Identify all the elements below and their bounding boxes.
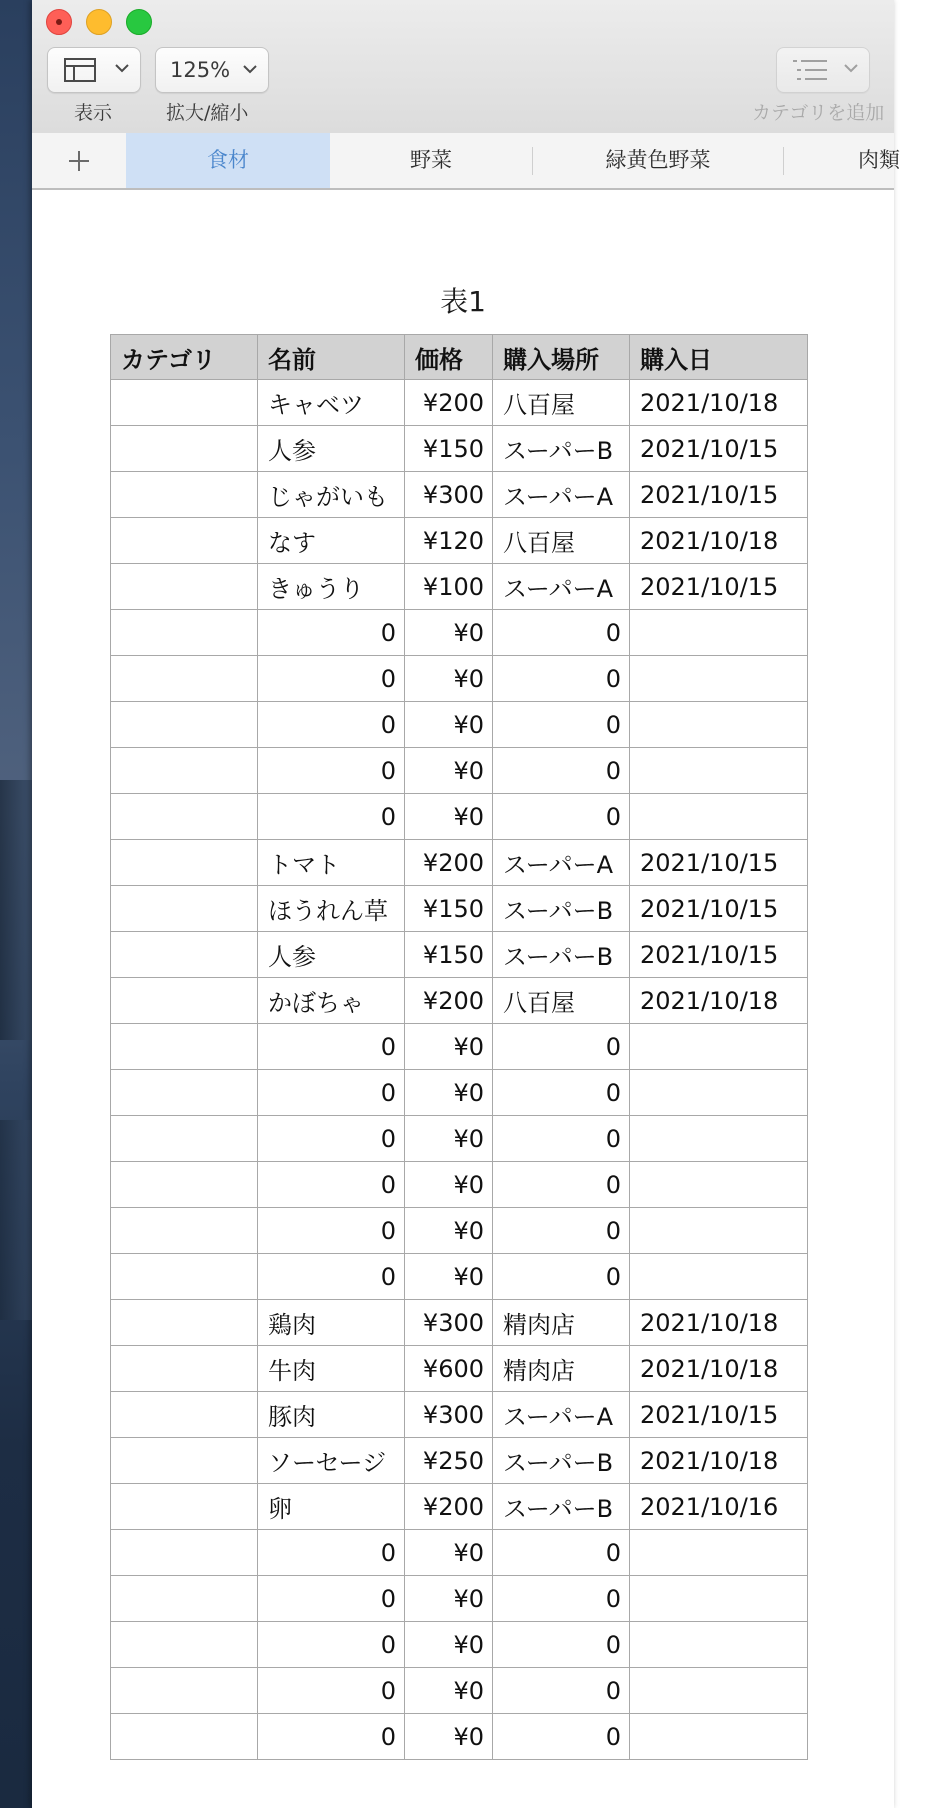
cell-date[interactable] [630, 1254, 808, 1300]
cell-date[interactable] [630, 656, 808, 702]
cell-date[interactable] [630, 1530, 808, 1576]
table-row [111, 1484, 808, 1530]
cell-price[interactable]: ¥300 [405, 472, 493, 518]
cell-name[interactable]: 卵 [258, 1484, 405, 1530]
cell-category[interactable] [111, 1070, 258, 1116]
cell-name[interactable]: 0 [258, 1208, 405, 1254]
table-row [111, 380, 808, 426]
minimize-window-button[interactable] [86, 9, 112, 35]
cell-store[interactable]: 八百屋 [493, 978, 630, 1024]
cell-date[interactable] [630, 1714, 808, 1760]
cell-store[interactable]: 0 [493, 748, 630, 794]
table-row [111, 1070, 808, 1116]
cell-price[interactable]: ¥0 [405, 1070, 493, 1116]
desktop-background [0, 0, 34, 1808]
column-header-category[interactable]: カテゴリ [111, 335, 258, 380]
table-row [111, 426, 808, 472]
cell-price[interactable]: ¥200 [405, 1484, 493, 1530]
view-button[interactable] [47, 47, 141, 93]
cell-store[interactable]: スーパーB [493, 932, 630, 978]
cell-date[interactable]: 2021/10/15 [630, 564, 808, 610]
zoom-label: 拡大/縮小 [166, 102, 249, 124]
column-header-date[interactable]: 購入日 [630, 335, 808, 380]
cell-store[interactable]: 0 [493, 1622, 630, 1668]
cell-category[interactable] [111, 1392, 258, 1438]
cell-category[interactable] [111, 886, 258, 932]
cell-date[interactable]: 2021/10/15 [630, 426, 808, 472]
column-header-store[interactable]: 購入場所 [493, 335, 630, 380]
cell-name[interactable]: キャベツ [258, 380, 405, 426]
cell-name[interactable]: 0 [258, 1576, 405, 1622]
cell-price[interactable]: ¥100 [405, 564, 493, 610]
cell-date[interactable]: 2021/10/18 [630, 978, 808, 1024]
cell-category[interactable] [111, 1208, 258, 1254]
table-row [111, 794, 808, 840]
table-row [111, 472, 808, 518]
cell-category[interactable] [111, 1024, 258, 1070]
view-label: 表示 [74, 102, 113, 124]
cell-category[interactable] [111, 978, 258, 1024]
cell-name[interactable]: 0 [258, 1530, 405, 1576]
cell-price[interactable]: ¥0 [405, 1208, 493, 1254]
table-row [111, 1208, 808, 1254]
chevron-down-icon [843, 60, 859, 76]
cell-date[interactable]: 2021/10/15 [630, 886, 808, 932]
cell-price[interactable]: ¥0 [405, 794, 493, 840]
plus-icon [68, 150, 90, 172]
cell-category[interactable] [111, 518, 258, 564]
zoom-window-button[interactable] [126, 9, 152, 35]
table-row [111, 1668, 808, 1714]
cell-store[interactable]: 0 [493, 1530, 630, 1576]
cell-name[interactable]: 0 [258, 1116, 405, 1162]
cell-store[interactable]: スーパーA [493, 472, 630, 518]
table-row [111, 1392, 808, 1438]
cell-price[interactable]: ¥120 [405, 518, 493, 564]
cell-date[interactable] [630, 1162, 808, 1208]
cell-name[interactable]: 0 [258, 1254, 405, 1300]
cell-name[interactable]: 人参 [258, 932, 405, 978]
cell-name[interactable]: かぼちゃ [258, 978, 405, 1024]
cell-date[interactable]: 2021/10/15 [630, 472, 808, 518]
table-row [111, 702, 808, 748]
cell-store[interactable]: スーパーA [493, 564, 630, 610]
zoom-value: 125% [170, 58, 231, 82]
cell-date[interactable]: 2021/10/18 [630, 1300, 808, 1346]
cell-store[interactable]: スーパーB [493, 1484, 630, 1530]
cell-price[interactable]: ¥0 [405, 1622, 493, 1668]
table-title[interactable]: 表1 [440, 285, 486, 318]
cell-price[interactable]: ¥250 [405, 1438, 493, 1484]
cell-category[interactable] [111, 1668, 258, 1714]
header-row [111, 335, 808, 380]
cell-store[interactable]: 0 [493, 1162, 630, 1208]
cell-name[interactable]: ソーセージ [258, 1438, 405, 1484]
cell-name[interactable]: きゅうり [258, 564, 405, 610]
tab-green-yellow-vegetables[interactable]: 緑黄色野菜 [605, 148, 711, 172]
table-row [111, 886, 808, 932]
cell-category[interactable] [111, 1622, 258, 1668]
cell-date[interactable]: 2021/10/18 [630, 1346, 808, 1392]
close-window-button[interactable] [46, 9, 72, 35]
column-header-name[interactable]: 名前 [258, 335, 405, 380]
cell-date[interactable]: 2021/10/18 [630, 380, 808, 426]
cell-name[interactable]: 人参 [258, 426, 405, 472]
table-row [111, 564, 808, 610]
cell-category[interactable] [111, 656, 258, 702]
cell-category[interactable] [111, 426, 258, 472]
cell-name[interactable]: 0 [258, 1622, 405, 1668]
cell-price[interactable]: ¥0 [405, 702, 493, 748]
desktop-wallpaper-mountain [0, 780, 34, 1040]
cell-category[interactable] [111, 472, 258, 518]
cell-store[interactable]: スーパーB [493, 1438, 630, 1484]
cell-store[interactable]: 0 [493, 1208, 630, 1254]
cell-store[interactable]: スーパーB [493, 426, 630, 472]
cell-category[interactable] [111, 1530, 258, 1576]
cell-store[interactable]: 0 [493, 1254, 630, 1300]
cell-date[interactable]: 2021/10/18 [630, 1438, 808, 1484]
cell-price[interactable]: ¥0 [405, 1714, 493, 1760]
chevron-down-icon [114, 60, 130, 76]
cell-name[interactable]: 0 [258, 1024, 405, 1070]
cell-price[interactable]: ¥0 [405, 656, 493, 702]
table-row [111, 1162, 808, 1208]
cell-name[interactable]: 0 [258, 794, 405, 840]
cell-price[interactable]: ¥300 [405, 1392, 493, 1438]
cell-price[interactable]: ¥300 [405, 1300, 493, 1346]
cell-price[interactable]: ¥200 [405, 978, 493, 1024]
cell-store[interactable]: 0 [493, 1714, 630, 1760]
cell-name[interactable]: なす [258, 518, 405, 564]
add-category-button[interactable] [776, 47, 870, 93]
cell-price[interactable]: ¥200 [405, 840, 493, 886]
cell-category[interactable] [111, 1162, 258, 1208]
cell-price[interactable]: ¥0 [405, 1576, 493, 1622]
cell-date[interactable] [630, 1208, 808, 1254]
cell-store[interactable]: 精肉店 [493, 1346, 630, 1392]
cell-category[interactable] [111, 1254, 258, 1300]
cell-date[interactable]: 2021/10/16 [630, 1484, 808, 1530]
cell-date[interactable] [630, 1622, 808, 1668]
zoom-select[interactable] [155, 47, 269, 93]
cell-name[interactable]: 鶏肉 [258, 1300, 405, 1346]
cell-name[interactable]: 0 [258, 1070, 405, 1116]
cell-date[interactable] [630, 702, 808, 748]
cell-category[interactable] [111, 1714, 258, 1760]
cell-price[interactable]: ¥0 [405, 1668, 493, 1714]
cell-category[interactable] [111, 1116, 258, 1162]
cell-category[interactable] [111, 1576, 258, 1622]
table-row [111, 748, 808, 794]
table-row [111, 1576, 808, 1622]
cell-store[interactable]: 八百屋 [493, 380, 630, 426]
table-row [111, 932, 808, 978]
cell-category[interactable] [111, 1346, 258, 1392]
cell-date[interactable]: 2021/10/18 [630, 518, 808, 564]
cell-name[interactable]: 0 [258, 1162, 405, 1208]
cell-date[interactable]: 2021/10/15 [630, 840, 808, 886]
cell-price[interactable]: ¥600 [405, 1346, 493, 1392]
cell-date[interactable] [630, 794, 808, 840]
cell-store[interactable]: 0 [493, 1116, 630, 1162]
table-row [111, 1254, 808, 1300]
cell-store[interactable]: スーパーB [493, 886, 630, 932]
cell-name[interactable]: 0 [258, 656, 405, 702]
tab-meat[interactable]: 肉類 [858, 148, 900, 172]
table-row [111, 1024, 808, 1070]
cell-store[interactable]: スーパーA [493, 840, 630, 886]
column-header-price[interactable]: 価格 [405, 335, 493, 380]
cell-name[interactable]: 0 [258, 748, 405, 794]
cell-store[interactable]: 0 [493, 1668, 630, 1714]
cell-store[interactable]: 0 [493, 610, 630, 656]
cell-date[interactable]: 2021/10/15 [630, 932, 808, 978]
cell-date[interactable] [630, 1024, 808, 1070]
cell-store[interactable]: 0 [493, 1070, 630, 1116]
cell-name[interactable]: トマト [258, 840, 405, 886]
cell-category[interactable] [111, 702, 258, 748]
table-row [111, 1622, 808, 1668]
table-row [111, 1714, 808, 1760]
toolbar [32, 0, 894, 134]
cell-price[interactable]: ¥200 [405, 380, 493, 426]
cell-category[interactable] [111, 794, 258, 840]
table-row [111, 978, 808, 1024]
cell-date[interactable] [630, 1668, 808, 1714]
cell-store[interactable]: 0 [493, 794, 630, 840]
cell-category[interactable] [111, 932, 258, 978]
spreadsheet-table[interactable] [110, 334, 808, 1760]
sidebar-layout-icon [64, 58, 96, 82]
desktop-wallpaper-shore [0, 1120, 34, 1320]
cell-category[interactable] [111, 564, 258, 610]
cell-store[interactable]: 0 [493, 702, 630, 748]
cell-price[interactable]: ¥0 [405, 610, 493, 656]
cell-name[interactable]: 0 [258, 1714, 405, 1760]
cell-store[interactable]: スーパーA [493, 1392, 630, 1438]
table-row [111, 1346, 808, 1392]
cell-name[interactable]: 牛肉 [258, 1346, 405, 1392]
tab-vegetables[interactable]: 野菜 [410, 148, 452, 172]
cell-category[interactable] [111, 1438, 258, 1484]
app-window [32, 0, 900, 1808]
table-row [111, 1530, 808, 1576]
cell-category[interactable] [111, 1484, 258, 1530]
cell-price[interactable]: ¥150 [405, 886, 493, 932]
add-category-label: カテゴリを追加 [752, 102, 885, 124]
table-row [111, 518, 808, 564]
cell-name[interactable]: ほうれん草 [258, 886, 405, 932]
cell-price[interactable]: ¥0 [405, 748, 493, 794]
cell-price[interactable]: ¥0 [405, 1254, 493, 1300]
cell-category[interactable] [111, 840, 258, 886]
cell-date[interactable] [630, 1576, 808, 1622]
add-sheet-button[interactable] [32, 133, 127, 188]
chevron-down-icon [242, 61, 258, 77]
cell-price[interactable]: ¥0 [405, 1162, 493, 1208]
cell-store[interactable]: 0 [493, 1576, 630, 1622]
cell-name[interactable]: 0 [258, 702, 405, 748]
cell-date[interactable]: 2021/10/15 [630, 1392, 808, 1438]
cell-category[interactable] [111, 1300, 258, 1346]
cell-date[interactable] [630, 1070, 808, 1116]
table-row [111, 1116, 808, 1162]
sheet-tab-bar [32, 133, 900, 190]
table-row [111, 610, 808, 656]
cell-category[interactable] [111, 380, 258, 426]
list-icon [791, 58, 829, 82]
cell-name[interactable]: 0 [258, 610, 405, 656]
cell-price[interactable]: ¥0 [405, 1024, 493, 1070]
cell-date[interactable] [630, 1116, 808, 1162]
cell-store[interactable]: 0 [493, 656, 630, 702]
cell-store[interactable]: 八百屋 [493, 518, 630, 564]
table-row [111, 1300, 808, 1346]
cell-name[interactable]: 豚肉 [258, 1392, 405, 1438]
tab-ingredients[interactable]: 食材 [126, 133, 330, 188]
table-row [111, 1438, 808, 1484]
cell-category[interactable] [111, 610, 258, 656]
cell-store[interactable]: 精肉店 [493, 1300, 630, 1346]
table-body [111, 380, 808, 1760]
cell-date[interactable] [630, 748, 808, 794]
cell-name[interactable]: 0 [258, 1668, 405, 1714]
table-row [111, 840, 808, 886]
cell-date[interactable] [630, 610, 808, 656]
table-row [111, 656, 808, 702]
cell-price[interactable]: ¥150 [405, 426, 493, 472]
cell-price[interactable]: ¥0 [405, 1530, 493, 1576]
cell-category[interactable] [111, 748, 258, 794]
cell-price[interactable]: ¥150 [405, 932, 493, 978]
cell-name[interactable]: じゃがいも [258, 472, 405, 518]
cell-store[interactable]: 0 [493, 1024, 630, 1070]
cell-price[interactable]: ¥0 [405, 1116, 493, 1162]
